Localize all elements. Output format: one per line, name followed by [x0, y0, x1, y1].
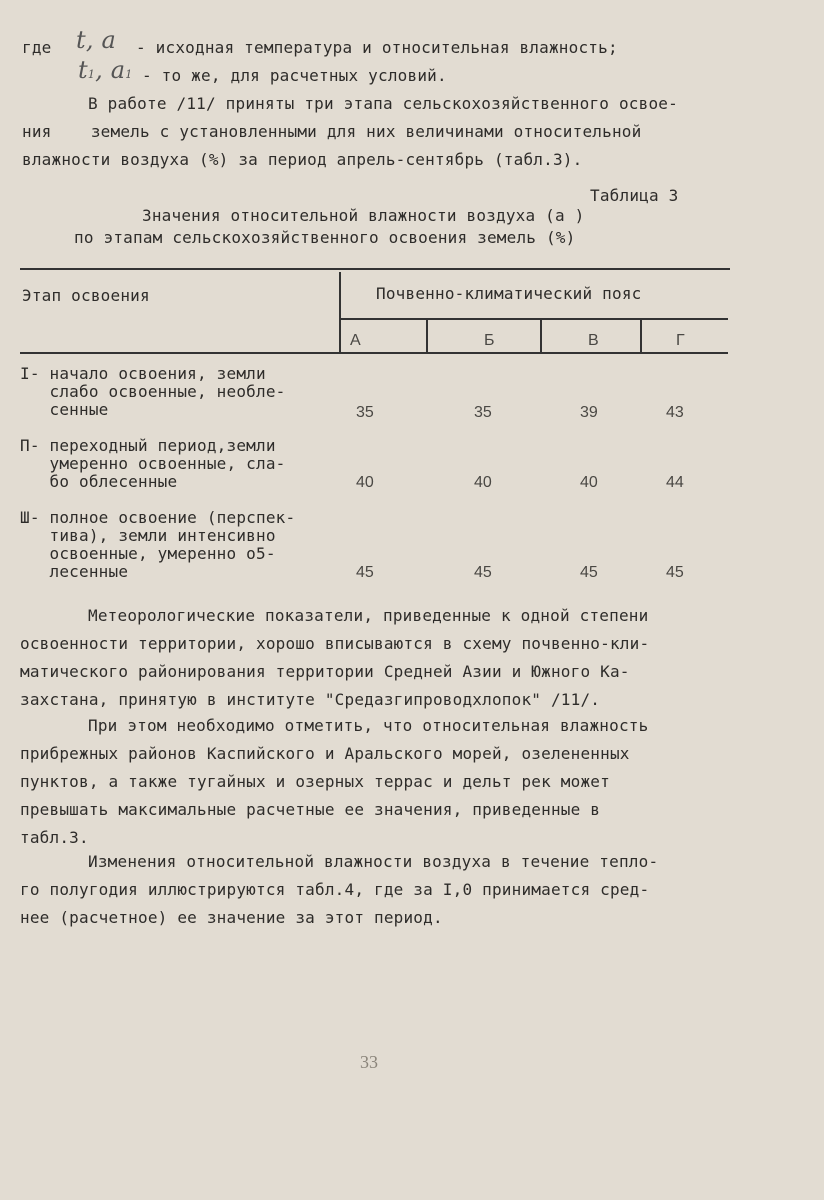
- table-header-stage: Этап освоения: [22, 286, 150, 305]
- row2-value-v: 40: [580, 474, 598, 491]
- table-zone-rule: [340, 318, 728, 320]
- p1-line2: освоенности территории, хорошо вписываются в схему почвенно-кли-: [20, 634, 650, 653]
- row3-value-v: 45: [580, 564, 598, 581]
- p1-line4: захстана, принятую в институте "Средазгипроводхлопок" /11/.: [20, 690, 601, 709]
- p2-line2: прибрежных районов Каспийского и Аральского морей, озелененных: [20, 744, 630, 763]
- p2-line3: пунктов, а также тугайных и озерных террас и дельт рек может: [20, 772, 610, 791]
- row1-value-g: 43: [666, 404, 684, 421]
- table-header-zone: Почвенно-климатический пояс: [376, 284, 642, 303]
- table-label: Таблица 3: [590, 186, 679, 205]
- row3-label-line4: лесенные: [20, 562, 129, 581]
- row2-label-line1: П- переходный период,земли: [20, 436, 276, 455]
- symbol-a: a: [110, 56, 126, 84]
- p2-line1: При этом необходимо отметить, что относительная влажность: [88, 716, 649, 735]
- table-zone-separator-3: [640, 320, 642, 352]
- p2-line5: табл.3.: [20, 828, 89, 847]
- table-zone-separator-1: [426, 320, 428, 352]
- table-header-bottom-rule: [20, 352, 728, 354]
- row1-label-line3: сенные: [20, 400, 109, 419]
- intro-symbol-t1: t1, a1: [78, 56, 133, 84]
- intro-line2-text: - то же, для расчетных условий.: [142, 66, 447, 85]
- table-title-line2: по этапам сельскохозяйственного освоения земель (%): [74, 228, 576, 247]
- intro-para-line2: ния земель с установленными для них величинами относительной: [22, 122, 642, 141]
- p3-line1: Изменения относительной влажности воздуха в течение тепло-: [88, 852, 659, 871]
- zone-header-a: А: [350, 332, 361, 349]
- p1-line3: матического районирования территории Средней Азии и Южного Ка-: [20, 662, 630, 681]
- zone-header-v: В: [588, 332, 599, 349]
- row2-value-a: 40: [356, 474, 374, 491]
- row1-value-v: 39: [580, 404, 598, 421]
- p3-line3: нее (расчетное) ее значение за этот период.: [20, 908, 443, 927]
- row1-value-a: 35: [356, 404, 374, 421]
- row3-value-g: 45: [666, 564, 684, 581]
- intro-symbols-ta: t, a: [76, 26, 117, 54]
- zone-header-b: Б: [484, 332, 495, 349]
- row2-value-g: 44: [666, 474, 684, 491]
- intro-para-line3: влажности воздуха (%) за период апрель-сентябрь (табл.3).: [22, 150, 583, 169]
- table-title-line1: Значения относительной влажности воздуха (a ): [142, 206, 585, 225]
- p3-line2: го полугодия иллюстрируются табл.4, где за I,0 принимается сред-: [20, 880, 650, 899]
- row2-value-b: 40: [474, 474, 492, 491]
- row1-label-line2: слабо освоенные, необле-: [20, 382, 286, 401]
- intro-line1-text: - исходная температура и относительная влажность;: [136, 38, 618, 57]
- page-number: 33: [360, 1052, 378, 1072]
- row3-label-line3: освоенные, умеренно о5-: [20, 544, 276, 563]
- symbol-t: t: [78, 56, 88, 84]
- row3-value-a: 45: [356, 564, 374, 581]
- intro-para-line1: В работе /11/ приняты три этапа сельскохозяйственного освое-: [88, 94, 678, 113]
- row2-label-line2: умеренно освоенные, сла-: [20, 454, 286, 473]
- intro-where: где: [22, 38, 52, 57]
- row3-label-line2: тива), земли интенсивно: [20, 526, 276, 545]
- table-zone-separator-2: [540, 320, 542, 352]
- row2-label-line3: бо облесенные: [20, 472, 178, 491]
- row1-label-line1: I- начало освоения, земли: [20, 364, 266, 383]
- zone-header-g: Г: [676, 332, 685, 349]
- row1-value-b: 35: [474, 404, 492, 421]
- table-top-rule: [20, 268, 730, 270]
- p1-line1: Метеорологические показатели, приведенные к одной степени: [88, 606, 649, 625]
- row3-label-line1: Ш- полное освоение (перспек-: [20, 508, 296, 527]
- p2-line4: превышать максимальные расчетные ее значения, приведенные в: [20, 800, 601, 819]
- row3-value-b: 45: [474, 564, 492, 581]
- table-col-separator: [339, 272, 341, 352]
